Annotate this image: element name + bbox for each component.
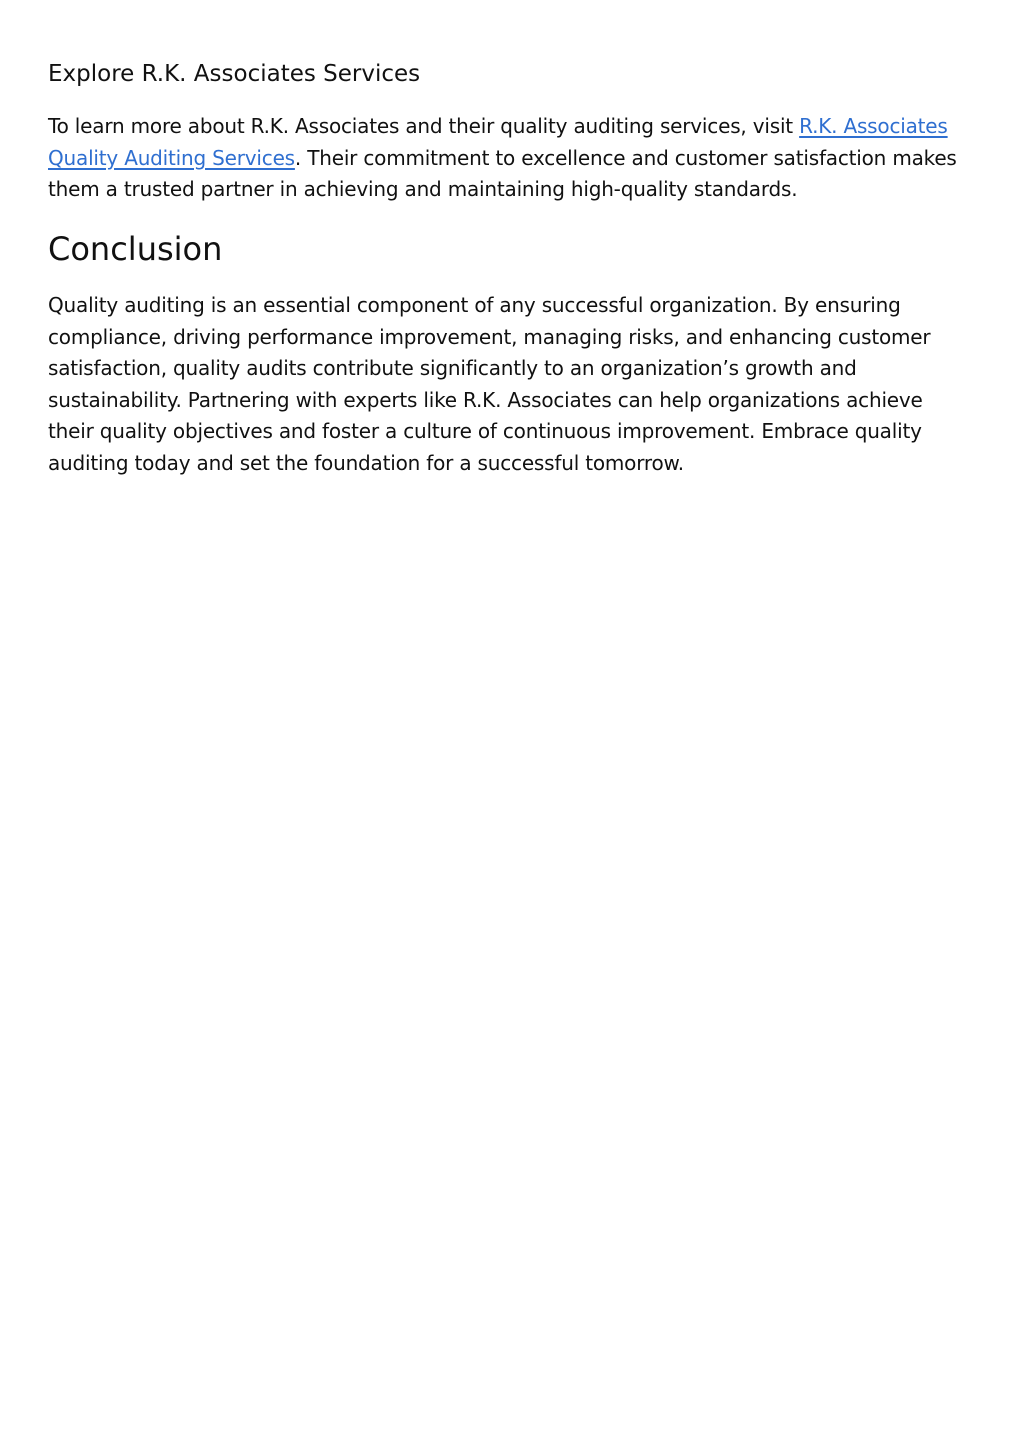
paragraph-line [48,111,957,143]
services-link[interactable]: Quality Auditing Services [48,145,295,170]
services-paragraph [48,111,957,206]
paragraph-line: Quality auditing is an essential component of any successful organization. By ensuring [48,293,901,317]
paragraph-line: auditing today and set the foundation for a successful tomorrow. [48,450,684,475]
paragraph-line: their quality objectives and foster a culture of continuous improvement. Embrace quality [48,419,922,443]
paragraph-text: To learn more about R.K. Associates and their quality auditing services, visit [48,114,800,138]
paragraph-line: satisfaction, quality audits contribute significantly to an organization’s growth and [48,356,857,380]
conclusion-heading: Conclusion [48,230,223,268]
paragraph-text: . Their commitment to excellence and customer satisfaction makes [294,145,957,170]
paragraph-line: sustainability. Partnering with experts like R.K. Associates can help organizations achieve [48,387,923,412]
services-link[interactable]: R.K. Associates [799,114,948,138]
paragraph-line: them a trusted partner in achieving and maintaining high-quality standards. [48,177,798,201]
conclusion-paragraph [48,290,930,479]
paragraph-line [48,143,957,175]
paragraph-line: compliance, driving performance improvement, managing risks, and enhancing customer [48,324,931,349]
section-subheading: Explore R.K. Associates Services [48,61,421,87]
